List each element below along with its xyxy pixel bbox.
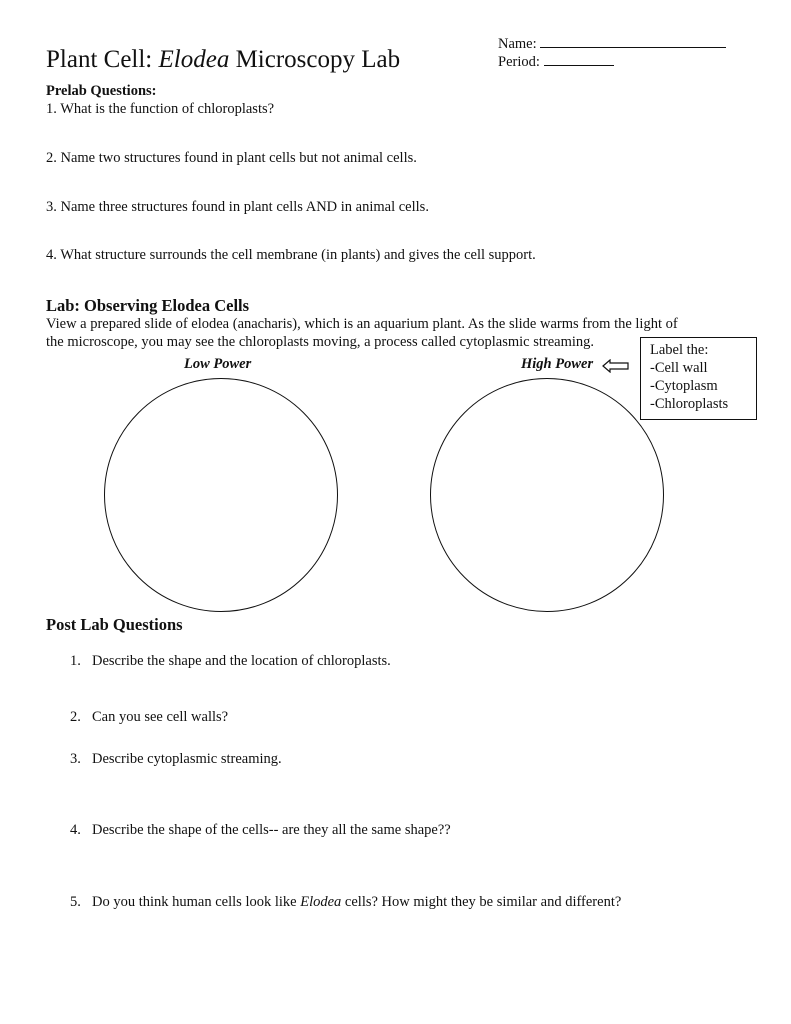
lab-intro-line-2: the microscope, you may see the chloroplasts moving, a process called cytoplasmic streaming. — [46, 334, 595, 350]
postlab-question-number: 4. — [70, 822, 81, 838]
name-blank[interactable] — [540, 33, 726, 48]
postlab-question-text: Can you see cell walls? — [92, 709, 229, 725]
name-field — [498, 33, 726, 53]
title-suffix: Microscopy Lab — [229, 46, 401, 73]
postlab-question-number: 2. — [70, 709, 81, 725]
lab-intro-line-1: View a prepared slide of elodea (anacharis), which is an aquarium plant. As the slide warms from the light of — [46, 316, 678, 332]
prelab-question-4: 4. What structure surrounds the cell membrane (in plants) and gives the cell support. — [46, 247, 536, 263]
label-box-title: Label the: — [650, 342, 709, 358]
title-italic: Elodea — [158, 46, 230, 73]
postlab-question-4 — [70, 822, 451, 839]
page-title — [46, 46, 400, 74]
prelab-question-2: 2. Name two structures found in plant cells but not animal cells. — [46, 150, 417, 166]
title-prefix: Plant Cell: — [46, 46, 159, 73]
postlab-question-5 — [70, 894, 621, 911]
postlab-question-text: Describe cytoplasmic streaming. — [92, 751, 282, 767]
prelab-heading: Prelab Questions: — [46, 83, 157, 99]
postlab-question-number: 3. — [70, 751, 81, 767]
lab-heading: Lab: Observing Elodea Cells — [46, 296, 250, 315]
low-power-drawing-circle[interactable] — [104, 378, 338, 612]
prelab-question-3: 3. Name three structures found in plant cells AND in animal cells. — [46, 199, 429, 215]
label-instructions-box — [640, 337, 757, 420]
name-label: Name: — [498, 36, 537, 52]
postlab-question-text-before: Do you think human cells look like — [92, 894, 301, 910]
postlab-question-text-italic: Elodea — [300, 894, 342, 910]
prelab-question-1: 1. What is the function of chloroplasts? — [46, 101, 275, 117]
label-item-chloroplasts: -Chloroplasts — [650, 396, 729, 412]
postlab-question-2 — [70, 709, 228, 726]
period-field — [498, 51, 614, 71]
postlab-question-number: 5. — [70, 894, 81, 910]
postlab-heading: Post Lab Questions — [46, 615, 183, 634]
high-power-drawing-circle[interactable] — [430, 378, 664, 612]
label-item-cell-wall: -Cell wall — [650, 360, 708, 376]
postlab-question-text: Describe the shape and the location of chloroplasts. — [92, 653, 391, 669]
low-power-label: Low Power — [184, 356, 252, 372]
postlab-question-text-after: cells? How might they be similar and different? — [341, 894, 622, 910]
period-label: Period: — [498, 54, 540, 70]
high-power-label: High Power — [521, 356, 594, 372]
postlab-question-3 — [70, 751, 282, 768]
label-item-cytoplasm: -Cytoplasm — [650, 378, 718, 394]
postlab-question-1 — [70, 653, 391, 670]
postlab-question-text: Describe the shape of the cells-- are they all the same shape?? — [92, 822, 451, 838]
period-blank[interactable] — [544, 51, 614, 66]
postlab-question-number: 1. — [70, 653, 81, 669]
left-arrow-icon — [602, 359, 630, 373]
